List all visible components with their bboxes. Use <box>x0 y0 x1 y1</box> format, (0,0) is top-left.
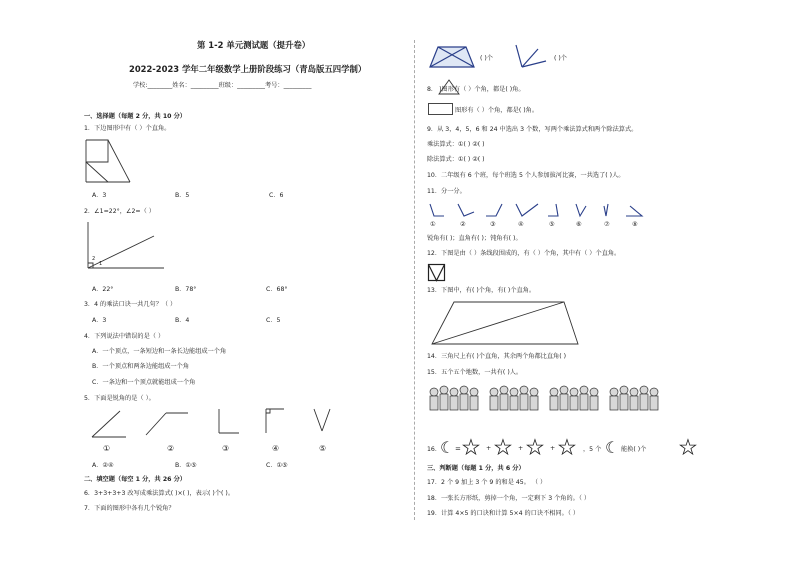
moon-icon: ☾ <box>440 438 455 457</box>
q11-angle-figures <box>428 202 648 220</box>
q2-option-c[interactable]: C．68° <box>266 286 288 293</box>
q2-option-b[interactable]: B．78° <box>175 286 197 293</box>
question-17: 17．2 个 9 加上 3 个 9 的和是 45。 （ ） <box>427 479 547 486</box>
q12-figure <box>428 264 446 282</box>
page-subtitle: 2022-2023 学年二年级数学上册阶段练习（青岛版五四学制） <box>129 64 367 74</box>
q11-num-6: ⑥ <box>576 221 582 228</box>
q5-angle-figures <box>84 407 344 443</box>
plus-sign: + <box>550 445 556 452</box>
star-icon: ★ <box>558 435 576 459</box>
q7-blank-1[interactable]: ( )个 <box>480 55 493 62</box>
q11-num-5: ⑤ <box>549 221 555 228</box>
q1-option-a[interactable]: A．3 <box>92 192 107 199</box>
q11-num-7: ⑦ <box>604 221 610 228</box>
question-5: 5．下面是锐角的是（ ）。 <box>84 395 155 402</box>
student-info: 学校:________姓名：_________班级：_________考号：_________ <box>133 82 312 89</box>
question-15: 15．五个五个地数，一共有( )人。 <box>427 369 523 376</box>
plus-sign: + <box>486 445 492 452</box>
question-8-triangle: 8． )图形有（ ）个角，都是( )角。 <box>427 86 525 93</box>
q16-exchange-blank[interactable]: 能换( )个 <box>621 446 647 453</box>
section-judge-title: 三、判断题（每题 1 分，共 6 分） <box>427 465 525 472</box>
question-6: 6．3+3+3+3 改写成乘法算式( )×( )，表示( )个( )。 <box>84 490 235 497</box>
star-icon: ★ <box>462 435 480 459</box>
star-icon: ★ <box>494 435 512 459</box>
question-14: 14．三角尺上有( )个直角，其余两个角都比直角( ) <box>427 353 567 360</box>
q7-blank-2[interactable]: ( )个 <box>554 55 567 62</box>
question-3: 3．4 的乘法口诀一共几句？（ ） <box>84 301 177 308</box>
question-11: 11．分一分。 <box>427 188 466 195</box>
q9-division[interactable]: 除法算式：①( ) ②( ) <box>427 156 485 163</box>
q2-angle-label-2: 2 <box>92 256 96 262</box>
section-choice-title: 一、选择题（每题 2 分，共 10 分） <box>84 113 186 120</box>
plus-sign: + <box>518 445 524 452</box>
question-8-rectangle: 图形有（ ）个角，都是( )角。 <box>455 107 539 114</box>
q13-figure <box>430 300 580 348</box>
question-16-number: 16． <box>427 446 442 453</box>
equals-sign: = <box>455 445 461 453</box>
q9-multiplication[interactable]: 乘法算式：①( ) ②( ) <box>427 141 485 148</box>
question-10: 10．二年级有 6 个班，每个班选 5 个人参加拔河比赛，一共选了( )人。 <box>427 172 625 179</box>
q5-figure-number-5: ⑤ <box>319 444 327 453</box>
star-icon: ★ <box>526 435 544 459</box>
q15-children-groups <box>428 384 658 418</box>
q11-num-4: ④ <box>518 221 524 228</box>
q1-option-b[interactable]: B．5 <box>175 192 190 199</box>
q2-angle-label-1: 1 <box>99 261 103 267</box>
question-7: 7．下面的图形中各有几个锐角？ <box>84 505 175 512</box>
q11-num-8: ⑧ <box>632 221 638 228</box>
column-divider <box>414 40 415 520</box>
moon-icon: ☾ <box>605 438 620 457</box>
q1-option-c[interactable]: C．6 <box>269 192 284 199</box>
star-icon: ★ <box>679 435 697 459</box>
q4-option-c[interactable]: C．一条边和一个顶点就能组成一个角 <box>92 379 196 386</box>
q3-option-b[interactable]: B．4 <box>175 317 190 324</box>
q2-option-a[interactable]: A．22° <box>92 286 114 293</box>
q1-figure <box>86 140 136 184</box>
question-2: 2．∠1=22°，∠2=（ ） <box>84 208 155 215</box>
question-9: 9．从 3，4，5，6 和 24 中选出 3 个数，写两个乘法算式和两个除法算式。 <box>427 126 638 133</box>
question-1: 1．下边图形中有（ ）个直角。 <box>84 125 171 132</box>
section-fill-title: 二、填空题（每空 1 分，共 26 分） <box>84 476 186 483</box>
question-12: 12．下图是由（ ）条线段围成的，有（ ）个角，其中有（ ）个直角。 <box>427 250 621 257</box>
q5-figure-number-3: ③ <box>222 444 230 453</box>
q11-num-3: ③ <box>490 221 496 228</box>
q3-option-c[interactable]: C．5 <box>266 317 281 324</box>
q11-classification[interactable]: 锐角有( )；直角有( )；钝角有( )。 <box>427 235 522 242</box>
question-13: 13．下图中，有( )个角，有( )个直角。 <box>427 287 536 294</box>
q5-option-b[interactable]: B．①⑤ <box>175 462 197 469</box>
q4-option-b[interactable]: B．一个顶点和两条边能组成一个角 <box>92 363 190 370</box>
q5-figure-number-4: ④ <box>272 444 280 453</box>
q3-option-a[interactable]: A．3 <box>92 317 107 324</box>
question-4: 4．下列说法中错误的是（ ） <box>84 333 165 340</box>
q2-angle-figure <box>86 222 166 272</box>
q4-option-a[interactable]: A．一个顶点，一条短边和一条长边能组成一个角 <box>92 348 227 355</box>
q5-option-a[interactable]: A．②④ <box>92 462 114 469</box>
q16-five-label: ，5 个 <box>583 446 602 453</box>
q5-figure-number-2: ② <box>167 444 175 453</box>
q5-option-c[interactable]: C．①⑤ <box>266 462 288 469</box>
q11-num-1: ① <box>430 221 436 228</box>
q8-rectangle-icon <box>428 103 454 115</box>
page-title: 第 1-2 单元测试题（提升卷） <box>197 40 311 50</box>
q5-figure-number-1: ① <box>103 444 111 453</box>
q11-num-2: ② <box>460 221 466 228</box>
question-18: 18．一张长方形纸，剪掉一个角，一定剩下 3 个角的。（ ） <box>427 495 591 502</box>
question-19: 19．计算 4×5 的口诀和计算 5×4 的口诀不相同。（ ） <box>427 510 580 517</box>
